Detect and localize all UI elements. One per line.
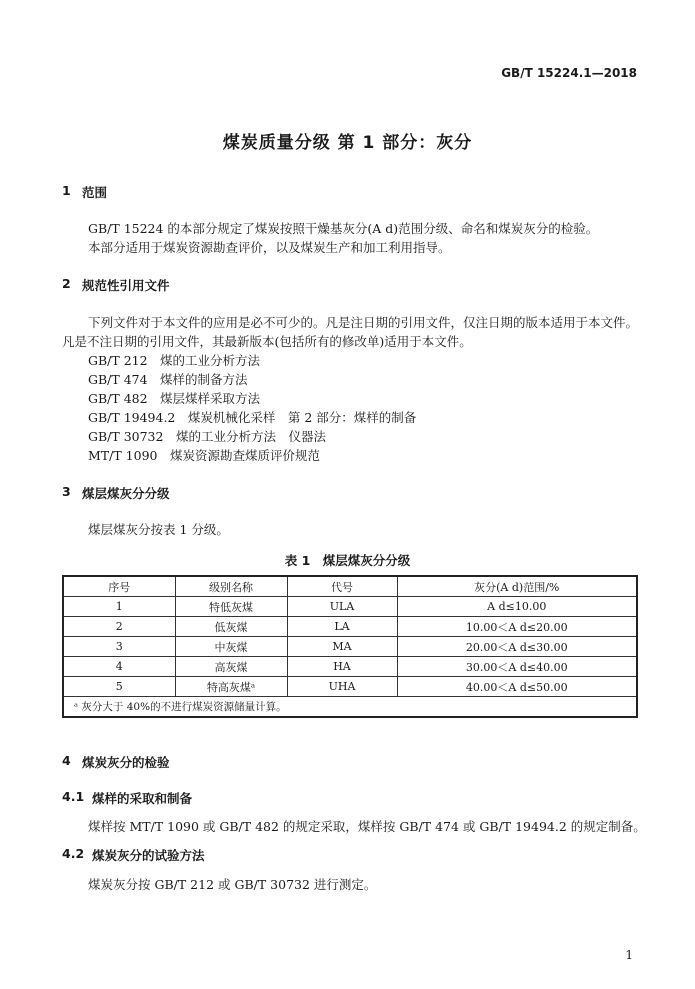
table-cell: 中灰煤 [175, 637, 287, 657]
table-cell: 2 [63, 617, 175, 637]
table-row [63, 677, 637, 697]
section-1-number: 1 [62, 183, 71, 198]
table-cell: 3 [63, 637, 175, 657]
table-cell: 20.00＜A d≤30.00 [397, 637, 637, 657]
page-number: 1 [625, 948, 633, 962]
subsection-4-2-paragraph: 煤炭灰分按 GB/T 212 或 GB/T 30732 进行测定。 [88, 877, 377, 892]
table-header-cell: 灰分(A d)范围/% [397, 576, 637, 597]
section-4-number: 4 [62, 753, 71, 768]
reference-item: GB/T 482 煤层煤样采取方法 [88, 391, 261, 406]
table-cell: 10.00＜A d≤20.00 [397, 617, 637, 637]
table-header-row [63, 576, 637, 597]
subsection-4-1-number: 4.1 [62, 789, 85, 804]
subsection-4-2-number: 4.2 [62, 846, 85, 861]
table-cell: 特高灰煤ᵃ [175, 677, 287, 697]
ash-grade-table [62, 575, 638, 718]
section-2-heading: 规范性引用文件 [82, 278, 170, 293]
reference-item: GB/T 474 煤样的制备方法 [88, 372, 248, 387]
reference-item: GB/T 19494.2 煤炭机械化采样 第 2 部分：煤样的制备 [88, 410, 417, 425]
section-1-paragraph-2: 本部分适用于煤炭资源勘查评价，以及煤炭生产和加工利用指导。 [88, 240, 451, 255]
table-cell: 5 [63, 677, 175, 697]
table-cell: 4 [63, 657, 175, 677]
section-2-paragraph-2: 凡是不注日期的引用文件，其最新版本(包括所有的修改单)适用于本文件。 [62, 334, 472, 349]
table-cell: MA [287, 637, 397, 657]
section-3-paragraph: 煤层煤灰分按表 1 分级。 [88, 522, 229, 537]
table-cell: 高灰煤 [175, 657, 287, 677]
table-cell: 1 [63, 597, 175, 617]
table-row [63, 657, 637, 677]
table-row [63, 637, 637, 657]
section-4-heading: 煤炭灰分的检验 [82, 755, 170, 770]
table-cell: LA [287, 617, 397, 637]
table-header-cell: 序号 [63, 576, 175, 597]
table-cell: HA [287, 657, 397, 677]
section-3-heading: 煤层煤灰分分级 [82, 486, 170, 501]
table-cell: UHA [287, 677, 397, 697]
standard-code: GB/T 15224.1—2018 [501, 66, 637, 80]
section-3-number: 3 [62, 484, 71, 499]
table-cell: A d≤10.00 [397, 597, 637, 617]
reference-item: GB/T 30732 煤的工业分析方法 仪器法 [88, 429, 326, 444]
reference-item: MT/T 1090 煤炭资源勘查煤质评价规范 [88, 448, 320, 463]
subsection-4-2-heading: 煤炭灰分的试验方法 [92, 848, 205, 863]
table-footnote-row [63, 697, 637, 718]
table-cell: 低灰煤 [175, 617, 287, 637]
table-header-cell: 级别名称 [175, 576, 287, 597]
table-cell: 40.00＜A d≤50.00 [397, 677, 637, 697]
document-title: 煤炭质量分级 第 1 部分：灰分 [222, 133, 473, 153]
table-cell: 特低灰煤 [175, 597, 287, 617]
reference-item: GB/T 212 煤的工业分析方法 [88, 353, 261, 368]
table-cell: 30.00＜A d≤40.00 [397, 657, 637, 677]
table-header-cell: 代号 [287, 576, 397, 597]
table-caption: 表 1 煤层煤灰分分级 [284, 553, 411, 568]
table-cell: ULA [287, 597, 397, 617]
table-row [63, 597, 637, 617]
subsection-4-1-paragraph: 煤样按 MT/T 1090 或 GB/T 482 的规定采取，煤样按 GB/T 474 或 GB/T 19494.2 的规定制备。 [88, 819, 646, 834]
subsection-4-1-heading: 煤样的采取和制备 [92, 791, 193, 806]
section-1-heading: 范围 [82, 185, 108, 200]
table-row [63, 617, 637, 637]
section-1-paragraph-1: GB/T 15224 的本部分规定了煤炭按照干燥基灰分(A d)范围分级、命名和煤炭灰分的检验。 [88, 221, 599, 236]
table-footnote: ᵃ 灰分大于 40%的不进行煤炭资源储量计算。 [63, 697, 637, 718]
section-2-paragraph-1: 下列文件对于本文件的应用是必不可少的。凡是注日期的引用文件，仅注日期的版本适用于本文件。 [88, 315, 639, 330]
section-2-number: 2 [62, 276, 71, 291]
